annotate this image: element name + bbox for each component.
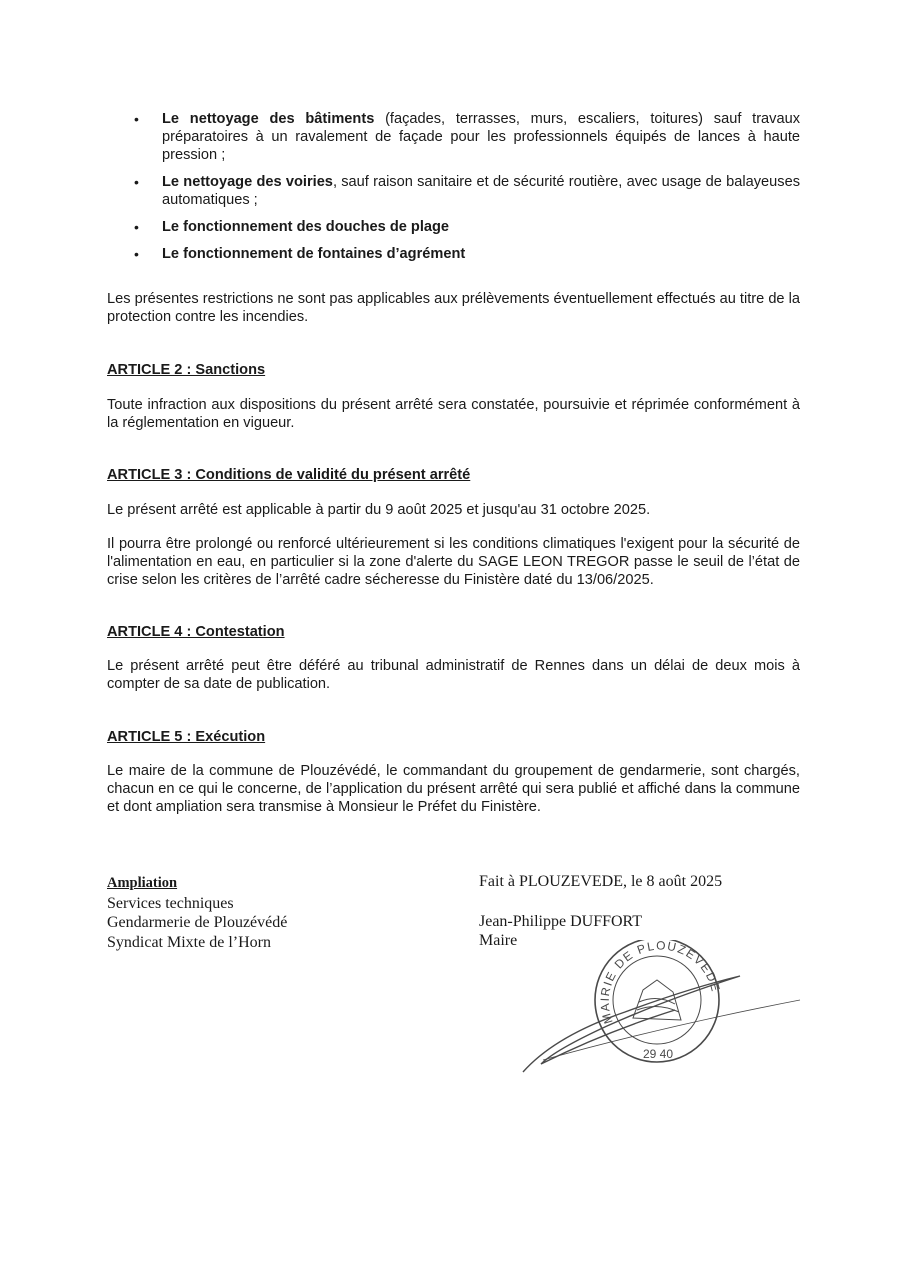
article-3-text-1: Le présent arrêté est applicable à partir du 9 août 2025 et jusqu'au 31 octobre 2025. [107, 502, 651, 518]
ampliation-block [107, 874, 407, 952]
list-item [108, 110, 800, 164]
article-2-heading: ARTICLE 2 : Sanctions [107, 362, 266, 378]
signature-stroke [523, 976, 740, 1072]
ampliation-recipient: Gendarmerie de Plouzévédé [107, 914, 288, 931]
restriction-list [108, 110, 800, 263]
list-item [108, 173, 800, 209]
stamp-postcode: 29 40 [643, 1047, 674, 1061]
ampliation-recipient: Services techniques [107, 894, 234, 912]
place-date: Fait à PLOUZEVEDE, le 8 août 2025 [479, 873, 723, 890]
list-item-text: (façades, terrasses, murs, escaliers, toitures) sauf travaux préparatoires à un ravalement de façade pour les professionnels équipés de lances à haute pression ; [162, 111, 800, 163]
article-3-text-2: Il pourra être prolongé ou renforcé ultérieurement si les conditions climatiques l'exigent pour la sécurité de l'alimentation en eau, en particulier si la zone d'alerte du SAGE LEON TREGOR passe le seuil de l’état de crise selon les critères de l’arrêté cadre sécheresse du Finistère daté du 13/06/2025. [107, 536, 800, 588]
signature-block [479, 872, 779, 951]
restrictions-note: Les présentes restrictions ne sont pas applicables aux prélèvements éventuellement effectués au titre de la protection contre les incendies. [107, 291, 800, 325]
official-stamp-signature [515, 940, 805, 1080]
article-5-text: Le maire de la commune de Plouzévédé, le commandant du groupement de gendarmerie, sont chargés, chacun en ce qui le concerne, de l’application du présent arrêté qui sera publié et affiché dans la commune et dont ampliation sera transmise à Monsieur le Préfet du Finistère. [107, 763, 800, 815]
article-5-heading: ARTICLE 5 : Exécution [107, 729, 266, 745]
stamp-text: MAIRIE DE PLOUZEVEDE [597, 940, 724, 1026]
list-item-text: , sauf raison sanitaire et de sécurité routière, avec usage de balayeuses automatiques ; [162, 174, 801, 208]
list-item-title: Le fonctionnement des douches de plage [162, 219, 450, 235]
article-3-heading: ARTICLE 3 : Conditions de validité du présent arrêté [107, 467, 471, 483]
list-item [108, 245, 800, 263]
article-4-heading: ARTICLE 4 : Contestation [107, 624, 285, 640]
list-item-title: Le fonctionnement de fontaines d’agrément [162, 246, 466, 262]
article-4-text: Le présent arrêté peut être déféré au tribunal administratif de Rennes dans un délai de deux mois à compter de sa date de publication. [107, 658, 800, 692]
signatory-name: Jean-Philippe DUFFORT [479, 912, 643, 930]
article-2-text: Toute infraction aux dispositions du présent arrêté sera constatée, poursuivie et réprimée conformément à la réglementation en vigueur. [107, 397, 800, 431]
list-item-title: Le nettoyage des voiries [162, 174, 333, 190]
list-item-title: Le nettoyage des bâtiments [162, 111, 375, 127]
signatory-role: Maire [479, 932, 518, 949]
ampliation-title: Ampliation [107, 875, 178, 891]
list-item [108, 218, 800, 236]
ampliation-recipient: Syndicat Mixte de l’Horn [107, 933, 271, 951]
